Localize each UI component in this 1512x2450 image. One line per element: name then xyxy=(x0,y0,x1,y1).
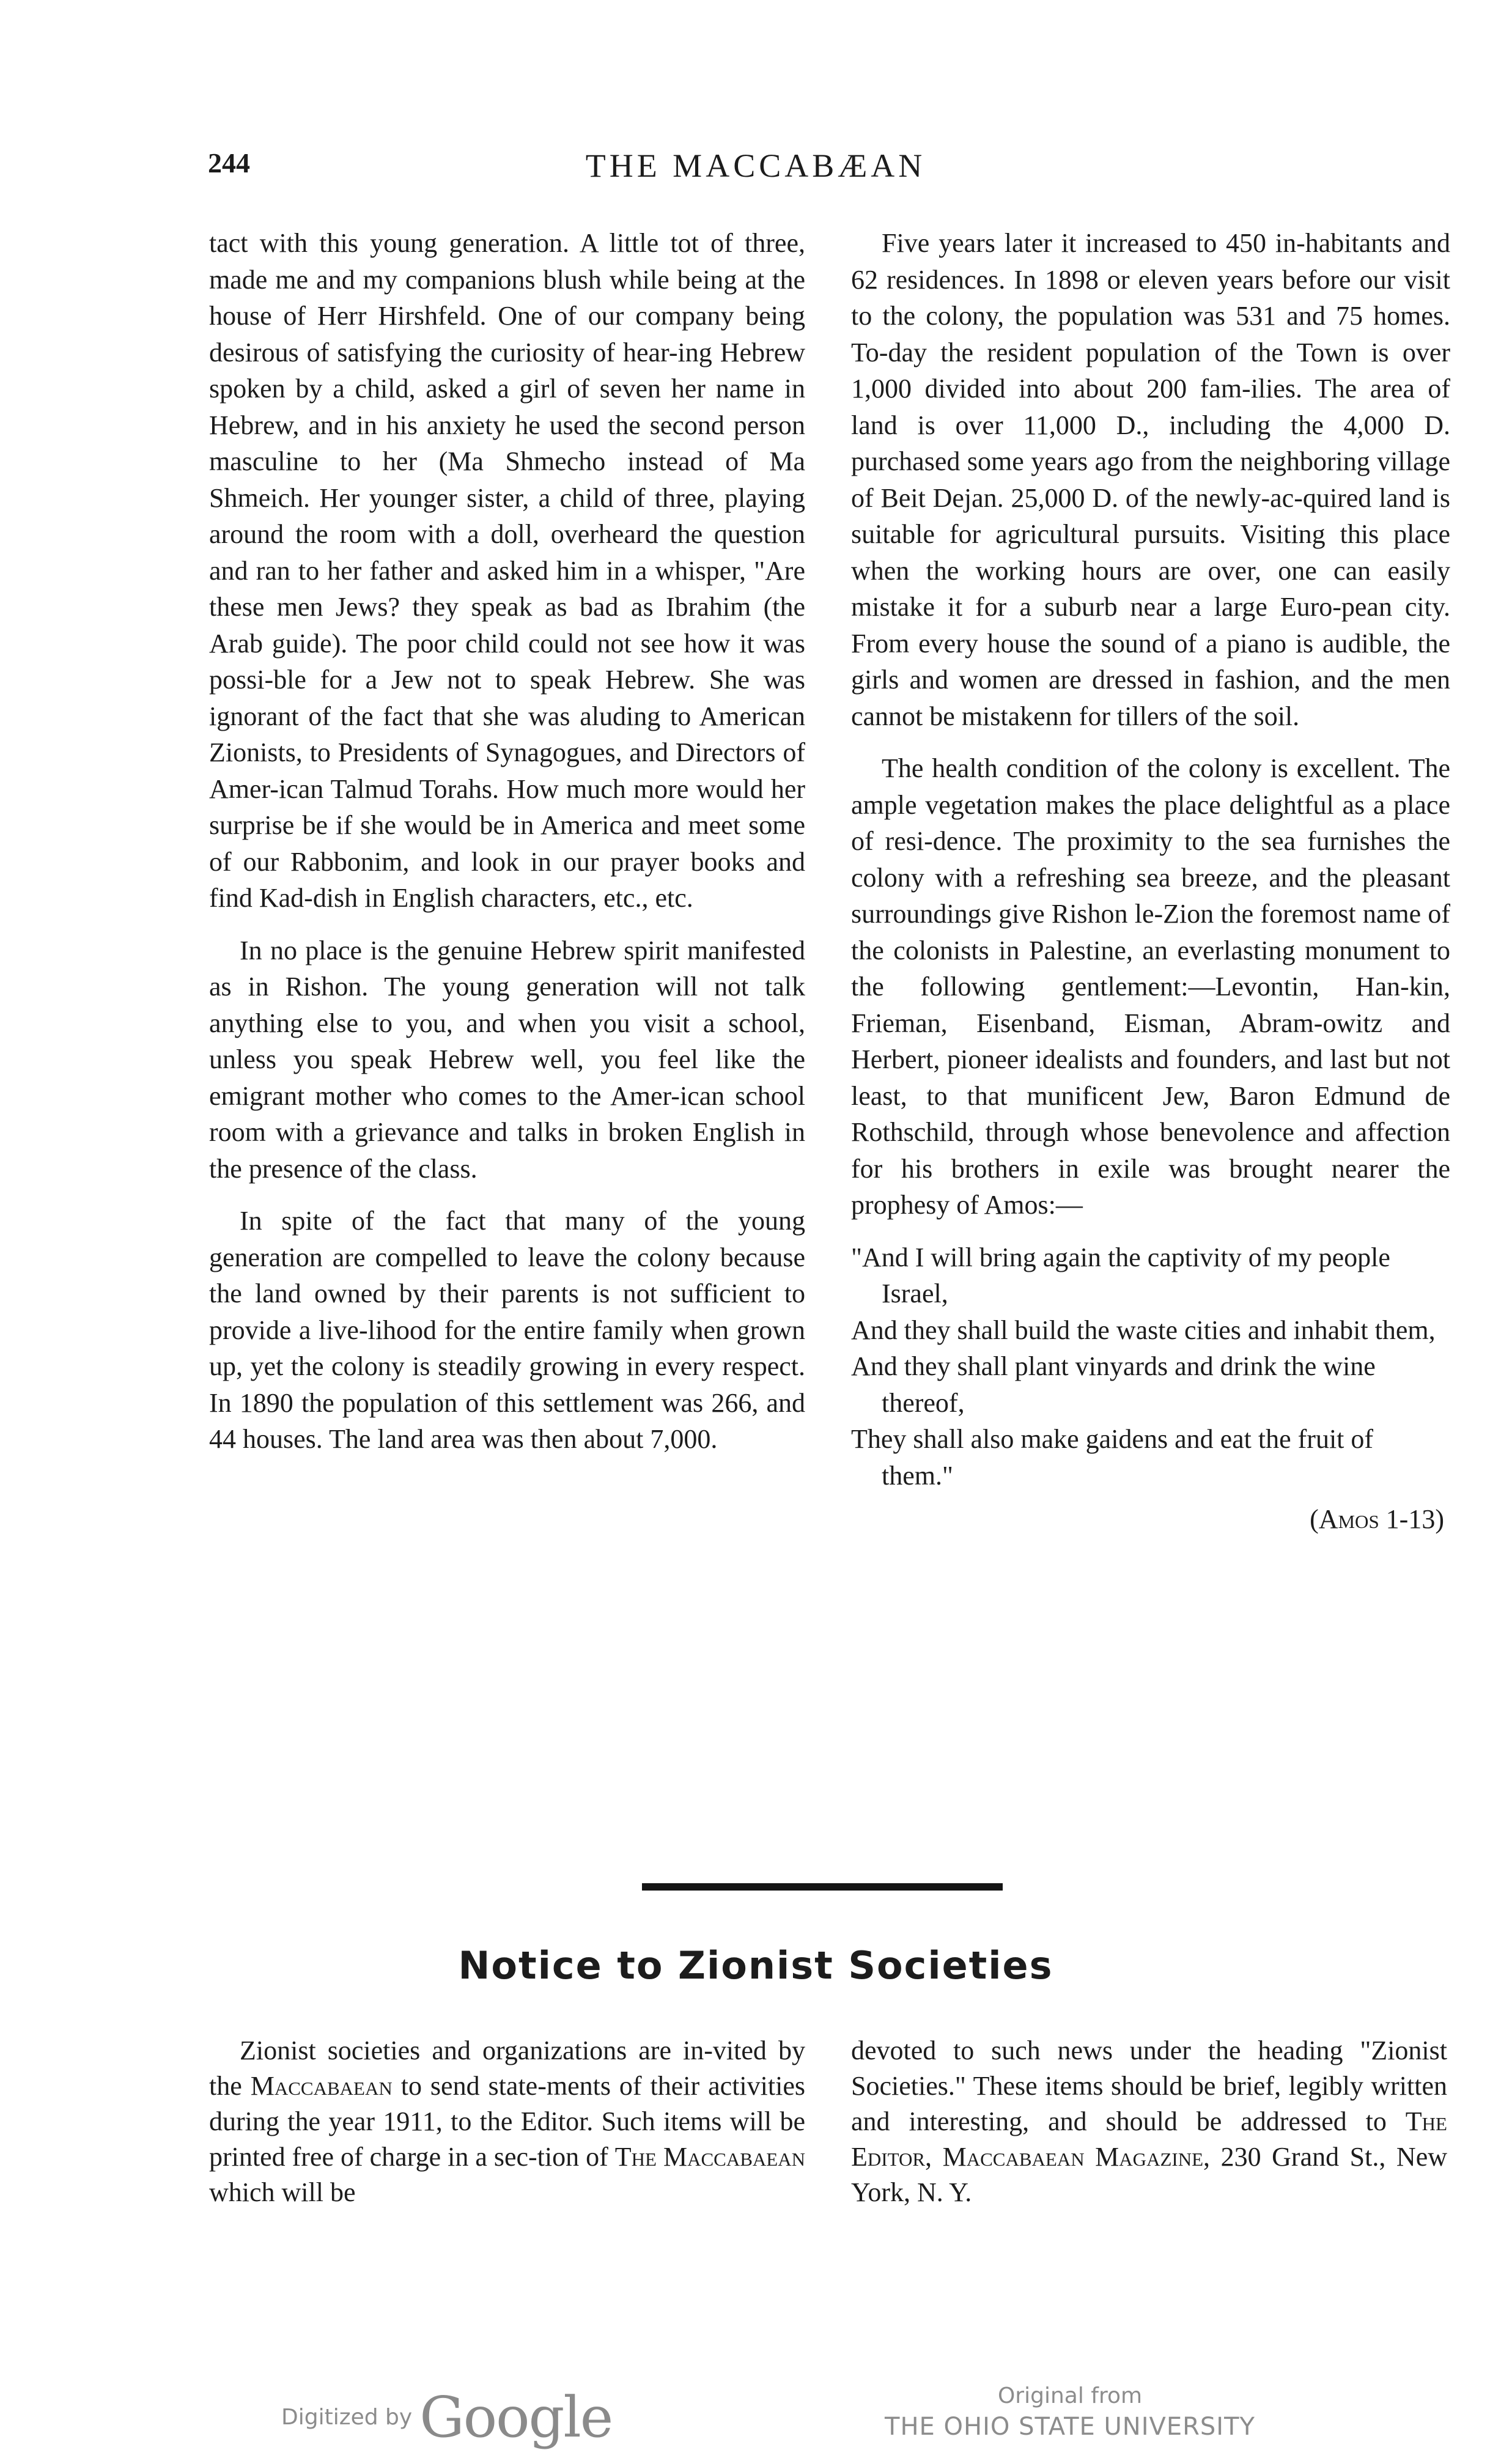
section-divider xyxy=(642,1883,1003,1891)
google-logo: Google xyxy=(419,2385,613,2450)
page-header xyxy=(208,147,1304,190)
right-paragraph-1: Five years later it increased to 450 in-habitants and 62 residences. In 1898 or eleven years before our visit to the colony, the population was 531 and 75 homes. To-day the resident population of the Town is over 1,000 divided into about 200 fam-ilies. The area of land is over 11,000 D., including the 4,000 D. purchased some years ago from the neighboring village of Beit Dejan. 25,000 D. of the newly-ac-quired land is suitable for agricultural pursuits. Visiting this place when the working hours are over, one can easily mistake it for a suburb near a large Euro-pean city. From every house the sound of a piano is audible, the girls and women are dressed in fashion, and the men cannot be mistakenn for tillers of the soil. xyxy=(851,228,1450,731)
quote-citation: (Amos 1-13) xyxy=(1310,1504,1444,1534)
notice-right-column xyxy=(851,2033,1447,2210)
notice-paragraph-end xyxy=(851,2033,1447,2210)
magazine-name: Maccabaean xyxy=(250,2071,393,2101)
magazine-name: The Maccabaean xyxy=(614,2142,806,2172)
notice-text: Zionist societies and organizations are in-vited by the xyxy=(209,2035,805,2101)
quote-line: They shall also make gaidens and eat the fruit of them." xyxy=(851,1424,1374,1491)
notice-text xyxy=(932,2142,943,2172)
left-column xyxy=(209,225,805,1474)
institution-name: THE OHIO STATE UNIVERSITY xyxy=(885,2413,1255,2441)
notice-left-column xyxy=(209,2033,805,2210)
editor-address: The Editor, xyxy=(851,2106,1447,2172)
left-paragraph-3: In spite of the fact that many of the young generation are compelled to leave the colony because the land owned by their parents is not sufficient to provide a live-lihood for the entire family when grown up, yet the colony is steadily growing in every respect. In 1890 the population of this settlement was 266, and 44 houses. The land area was then about 7,000. xyxy=(209,1206,805,1454)
left-paragraph-2: In no place is the genuine Hebrew spirit manifested as in Rishon. The young generation will not talk anything else to you, and when you visit a school, unless you speak Hebrew well, you feel like the emigrant mother who comes to the Amer-ican school room with a grievance and talks in broken English in the presence of the class. xyxy=(209,935,805,1184)
right-paragraph-2: The health condition of the colony is excellent. The ample vegetation makes the place delightful as a place of resi-dence. The proximity to the sea furnishes the colony with a refreshing sea breeze, and the pleasant surroundings give Rishon le-Zion the foremost name of the colonists in Palestine, an everlasting monument to the following gentlement:—Levontin, Han-kin, Frieman, Eisenband, Eisman, Abram-owitz and Herbert, pioneer idealists and founders, and last but not least, to that munificent Jew, Baron Edmund de Rothschild, through whose benevolence and affection for his brothers in exile was brought nearer the prophesy of Amos:— xyxy=(851,753,1450,1220)
notice-text: to send state-ments of their activities during the year 1911, to the Editor. Such items will be printed free of charge in a sec-tion of xyxy=(209,2071,805,2172)
notice-text: 230 Grand St., New York, N. Y. xyxy=(851,2142,1447,2207)
left-paragraph-1: tact with this young generation. A little tot of three, made me and my companions blush while being at the house of Herr Hirshfeld. One of our company being desirous of satisfying the curiosity of hear-ing Hebrew spoken by a child, asked a girl of seven her name in Hebrew, and in his anxiety he used the second person masculine to her (Ma Shmecho instead of Ma Shmeich. Her younger sister, a child of three, playing around the room with a doll, overheard the question and ran to her father and asked him in a whisper, "Are these men Jews? they speak as bad as Ibrahim (the Arab guide). The poor child could not see how it was possi-ble for a Jew not to speak Hebrew. She was ignorant of the fact that she was aluding to American Zionists, to Presidents of Synagogues, and Directors of Amer-ican Talmud Torahs. How much more would her surprise be if she would be in America and meet some of our Rabbonim, and look in our prayer books and find Kad-dish in English characters, etc., etc. xyxy=(209,228,805,913)
page-number: 244 xyxy=(208,147,250,179)
scripture-quote xyxy=(851,1239,1450,1494)
notice-text: which will be xyxy=(209,2177,356,2207)
quote-line: And they shall plant vinyards and drink the wine thereof, xyxy=(851,1351,1376,1418)
notice-paragraph-start xyxy=(209,2033,805,2210)
quote-line: "And I will bring again the captivity of my people Israel, xyxy=(851,1242,1390,1308)
digitized-by-label: Digitized by xyxy=(281,2405,413,2430)
digitized-by-watermark xyxy=(281,2385,613,2450)
quote-line: And they shall build the waste cities and inhabit them, xyxy=(851,1315,1436,1345)
notice-text: devoted to such news under the heading "Zionist Societies." These items should be brief, legibly written and interesting, and should be addressed to xyxy=(851,2035,1447,2136)
original-from-label: Original from xyxy=(997,2383,1143,2408)
notice-heading: Notice to Zionist Societies xyxy=(458,1943,1053,1988)
magazine-address: Maccabaean Magazine, xyxy=(942,2142,1211,2172)
right-column xyxy=(851,225,1450,1538)
running-title: THE MACCABÆAN xyxy=(585,147,926,184)
original-source-watermark xyxy=(868,2382,1272,2443)
